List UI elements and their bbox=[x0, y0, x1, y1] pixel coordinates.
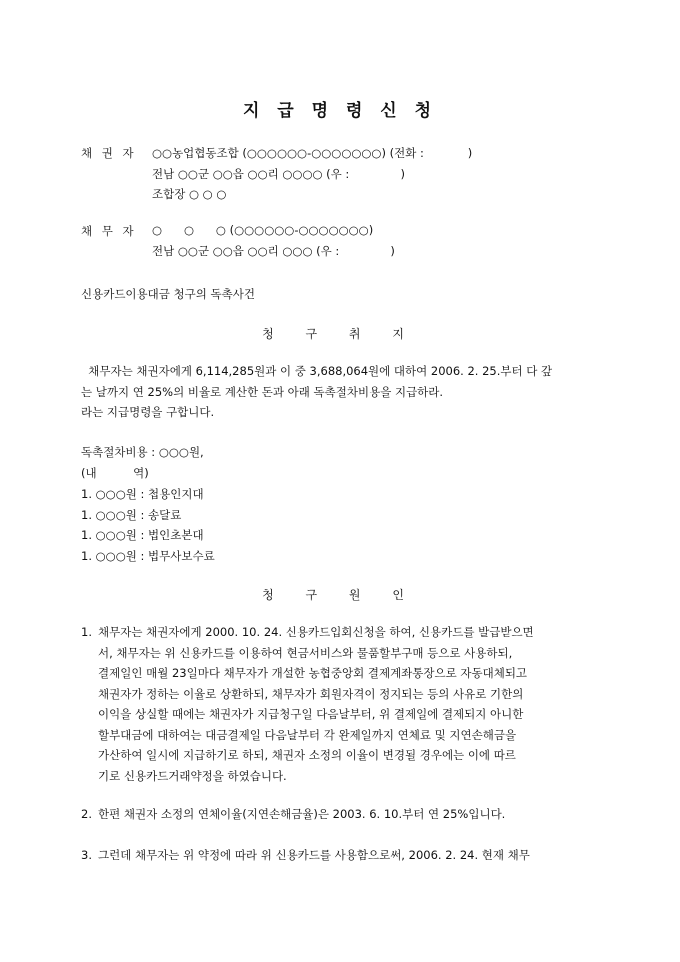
item-line: 채무자는 채권자에게 2000. 10. 24. 신용카드입회신청을 하여, 신용카드를 발급받으면 bbox=[98, 625, 534, 639]
creditor-line-3: 조합장 ○ ○ ○ bbox=[152, 187, 227, 201]
item-number: 1. bbox=[81, 625, 92, 639]
creditor-line-1: ○○농업협동조합 (○○○○○○-○○○○○○○) (전화 : ) bbox=[152, 146, 473, 160]
document-title: 지 급 명 령 신 청 bbox=[242, 101, 438, 121]
claim-cause-item-1 bbox=[81, 622, 601, 786]
item-line: 그런데 채무자는 위 약정에 따라 위 신용카드를 사용함으로써, 2006. 2. 24. 현재 채무 bbox=[98, 848, 530, 862]
debtor-line-1: ○ ○ ○ (○○○○○○-○○○○○○○) bbox=[152, 223, 374, 237]
claim-purpose-line-1: 채무자는 채권자에게 6,114,285원과 이 중 3,688,064원에 대하여 2006. 2. 25.부터 다 갚 bbox=[81, 364, 553, 378]
debtor-line-2: 전남 ○○군 ○○읍 ○○리 ○○○ (우 : ) bbox=[152, 244, 395, 258]
claim-purpose-line-3: 라는 지급명령을 구합니다. bbox=[81, 405, 215, 419]
item-line: 기로 신용카드거래약정을 하였습니다. bbox=[98, 768, 287, 783]
creditor-line-2: 전남 ○○군 ○○읍 ○○리 ○○○○ (우 : ) bbox=[152, 167, 405, 181]
item-number: 3. bbox=[81, 848, 92, 862]
costs-total: 독촉절차비용 : ○○○원, bbox=[81, 445, 204, 459]
item-line: 이익을 상실할 때에는 채권자가 지급청구일 다음날부터, 위 결제일에 결제되지 아니한 bbox=[98, 707, 524, 721]
item-text bbox=[98, 622, 601, 786]
claim-cause-item-2 bbox=[81, 804, 601, 825]
item-line: 할부대금에 대하여는 대금결제일 다음날부터 각 완제일까지 연체료 및 지연손해금을 bbox=[98, 727, 517, 742]
creditor-label: 채 권 자 bbox=[81, 146, 137, 160]
claim-purpose-line-2: 는 날까지 연 25%의 비율로 계산한 돈과 아래 독촉절차비용을 지급하라. bbox=[81, 385, 444, 399]
item-line: 결제일인 매월 23일마다 채무자가 개설한 농협중앙회 결제계좌통장으로 자동대체되고 bbox=[98, 666, 528, 680]
item-number: 2. bbox=[81, 807, 92, 821]
claim-cause-heading: 청 구 원 인 bbox=[262, 588, 418, 602]
item-text bbox=[98, 845, 601, 866]
claim-purpose-heading: 청 구 취 지 bbox=[262, 327, 418, 341]
item-line: 한편 채권자 소정의 연체이율(지연손해금율)은 2003. 6. 10.부터 연 25%입니다. bbox=[98, 807, 506, 821]
cost-item: 1. ○○○원 : 법인초본대 bbox=[81, 528, 204, 542]
item-line: 서, 채무자는 위 신용카드를 이용하여 현금서비스와 물품할부구매 등으로 사용하되, bbox=[98, 645, 513, 660]
cost-item: 1. ○○○원 : 첩용인지대 bbox=[81, 487, 204, 501]
costs-breakdown-label: (내 역) bbox=[81, 466, 149, 480]
debtor-label: 채 무 자 bbox=[81, 224, 137, 238]
item-text bbox=[98, 804, 601, 825]
case-name: 신용카드이용대금 청구의 독촉사건 bbox=[81, 287, 255, 301]
cost-item: 1. ○○○원 : 법무사보수료 bbox=[81, 549, 215, 563]
claim-cause-item-3 bbox=[81, 845, 601, 866]
cost-item: 1. ○○○원 : 송달료 bbox=[81, 508, 182, 522]
item-line: 가산하여 일시에 지급하기로 하되, 채권자 소정의 이율이 변경될 경우에는 이에 따르 bbox=[98, 748, 516, 762]
item-line: 채권자가 정하는 이율로 상환하되, 채무자가 회원자격이 정지되는 등의 사유로 기한의 bbox=[98, 686, 524, 701]
